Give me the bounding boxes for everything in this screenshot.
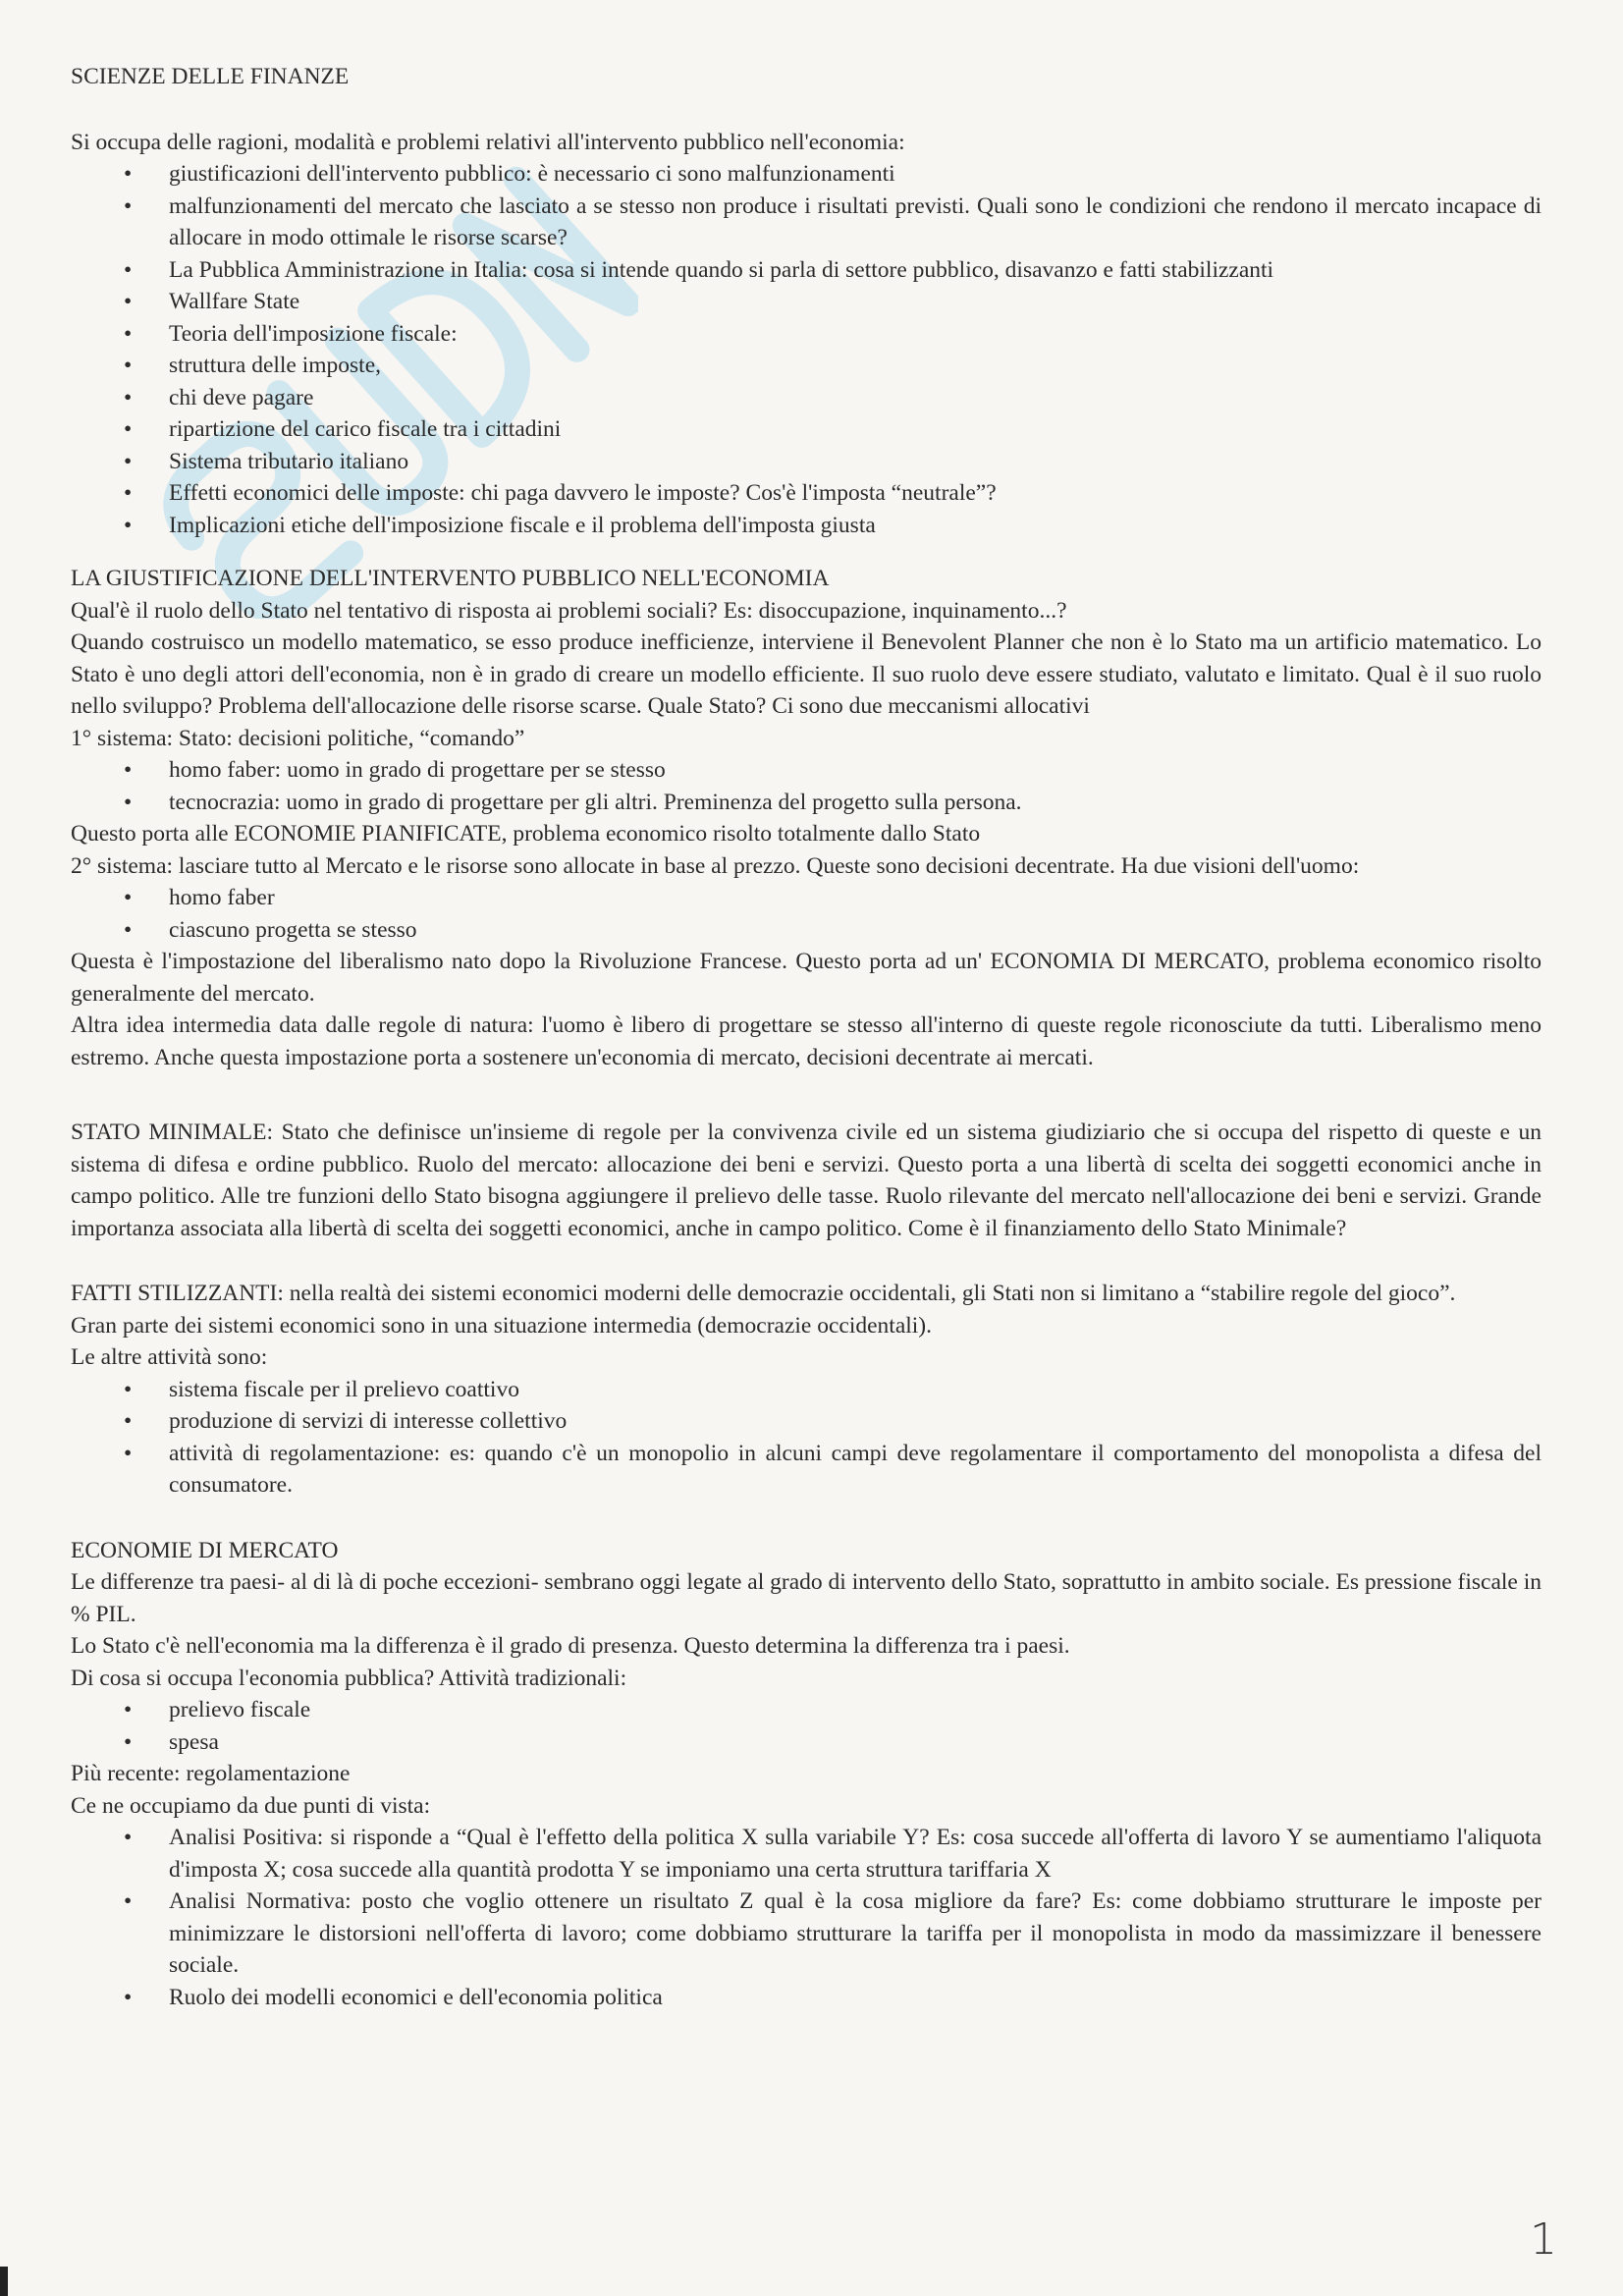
document-body	[71, 61, 1542, 2013]
list-item: • homo faber: uomo in grado di progettare per se stesso	[169, 754, 1542, 787]
list-item: • Sistema tributario italiano	[169, 446, 1542, 478]
list-item: • chi deve pagare	[169, 382, 1542, 414]
paragraph: Altra idea intermedia data dalle regole di natura: l'uomo è libero di progettare se stesso all'interno di queste regole riconosciute da tutti. Liberalismo meno estremo. Anche questa impostazione porta a sostenere un'economia di mercato, decisioni decentrate ai mercati.	[71, 1012, 1542, 1070]
paragraph-stato-minimale: STATO MINIMALE: Stato che definisce un'insieme di regole per la convivenza civile ed un sistema giudiziario che si occupa del rispetto di queste e un sistema di difesa e ordine pubblico. Ruolo del mercato: allocazione dei beni e servizi. Questo porta a una libertà di scelta dei soggetti economici anche in campo politico. Alle tre funzioni dello Stato bisogna aggiungere il prelievo delle tasse. Ruolo rilevante del mercato nell'allocazione dei beni e servizi. Grande importanza associata alla libertà di scelta dei soggetti economici, anche in campo politico. Come è il finanziamento dello Stato Minimale?	[71, 1120, 1542, 1241]
list-item: • spesa	[169, 1726, 1542, 1759]
paragraph: Qual'è il ruolo dello Stato nel tentativo di risposta ai problemi sociali? Es: disoccupazione, inquinamento...?	[71, 597, 1067, 624]
list-item: • struttura delle imposte,	[169, 350, 1542, 382]
list-item: • Teoria dell'imposizione fiscale:	[169, 318, 1542, 351]
list-item: • produzione di servizi di interesse collettivo	[169, 1405, 1542, 1438]
list-item: • ripartizione del carico fiscale tra i cittadini	[169, 413, 1542, 446]
paragraph: Lo Stato c'è nell'economia ma la differenza è il grado di presenza. Questo determina la differenza tra i paesi.	[71, 1633, 1070, 1659]
section-heading-giustificazione: LA GIUSTIFICAZIONE DELL'INTERVENTO PUBBLICO NELL'ECONOMIA	[71, 566, 830, 591]
list-item: • homo faber	[169, 882, 1542, 914]
list-item: • Analisi Positiva: si risponde a “Qual è l'effetto della politica X sulla variabile Y? Es: cosa succede all'offerta di lavoro Y se aumentiamo l'aliquota d'imposta X; cosa succede alla quantità prodotta Y se imponiamo una certa struttura tariffaria X	[169, 1822, 1542, 1886]
bullet-list	[71, 1374, 1542, 1502]
paragraph: Questa è l'impostazione del liberalismo nato dopo la Rivoluzione Francese. Questo porta ad un' ECONOMIA DI MERCATO, problema economico risolto generalmente del mercato.	[71, 949, 1542, 1007]
bullet-list	[71, 1694, 1542, 1758]
bullet-list	[71, 754, 1542, 818]
section-heading-economie-di-mercato: ECONOMIE DI MERCATO	[71, 1537, 339, 1563]
list-item: • sistema fiscale per il prelievo coattivo	[169, 1374, 1542, 1406]
paragraph: Quando costruisco un modello matematico, se esso produce inefficienze, interviene il Benevolent Planner che non è lo Stato ma un artificio matematico. Lo Stato è uno degli attori dell'economia, non è in grado di creare un modello efficiente. Il suo ruolo deve essere studiato, valutato e limitato. Qual è il suo ruolo nello sviluppo? Problema dell'allocazione delle risorse scarse. Quale Stato? Ci sono due meccanismi allocativi	[71, 629, 1542, 719]
bullet-list	[71, 1822, 1542, 2013]
list-item: • La Pubblica Amministrazione in Italia: cosa si intende quando si parla di settore pubblico, disavanzo e fatti stabilizzanti	[169, 254, 1542, 287]
list-item: • attività di regolamentazione: es: quando c'è un monopolio in alcuni campi deve regolamentare il comportamento del monopolista a difesa del consumatore.	[169, 1438, 1542, 1502]
paragraph: Le differenze tra paesi- al di là di poche eccezioni- sembrano oggi legate al grado di intervento dello Stato, soprattutto in ambito sociale. Es pressione fiscale in % PIL.	[71, 1569, 1542, 1627]
paragraph: 1° sistema: Stato: decisioni politiche, “comando”	[71, 725, 525, 751]
list-item: • tecnocrazia: uomo in grado di progettare per gli altri. Preminenza del progetto sulla persona.	[169, 787, 1542, 819]
paragraph: 2° sistema: lasciare tutto al Mercato e le risorse sono allocate in base al prezzo. Queste sono decisioni decentrate. Ha due visioni dell'uomo:	[71, 852, 1360, 879]
list-item: • Analisi Normativa: posto che voglio ottenere un risultato Z qual è la cosa migliore da fare? Es: come dobbiamo strutturare le imposte per minimizzare le distorsioni nell'offerta di lavoro; come dobbiamo strutturare la tariffa per il monopolista in modo da massimizzare il benessere sociale.	[169, 1886, 1542, 1982]
list-item: • Wallfare State	[169, 286, 1542, 318]
intro-paragraph: Si occupa delle ragioni, modalità e problemi relativi all'intervento pubblico nell'economia:	[71, 129, 905, 155]
paragraph: Di cosa si occupa l'economia pubblica? Attività tradizionali:	[71, 1665, 627, 1691]
list-item: • Effetti economici delle imposte: chi paga davvero le imposte? Cos'è l'imposta “neutrale”?	[169, 477, 1542, 510]
paragraph-fatti-stilizzanti: FATTI STILIZZANTI: nella realtà dei sistemi economici moderni delle democrazie occidentali, gli Stati non si limitano a “stabilire regole del gioco”.	[71, 1281, 1456, 1306]
list-item: • malfunzionamenti del mercato che lasciato a se stesso non produce i risultati previsti. Quali sono le condizioni che rendono il mercato incapace di allocare in modo ottimale le risorse scarse?	[169, 191, 1542, 254]
list-item: • Ruolo dei modelli economici e dell'economia politica	[169, 1982, 1542, 2014]
paragraph: Ce ne occupiamo da due punti di vista:	[71, 1792, 431, 1819]
list-item: • giustificazioni dell'intervento pubblico: è necessario ci sono malfunzionamenti	[169, 158, 1542, 191]
paragraph: Gran parte dei sistemi economici sono in una situazione intermedia (democrazie occidentali).	[71, 1312, 933, 1339]
list-item: • prelievo fiscale	[169, 1694, 1542, 1726]
list-item: • ciascuno progetta se stesso	[169, 914, 1542, 947]
scan-edge-mark	[0, 2267, 8, 2296]
paragraph: Più recente: regolamentazione	[71, 1761, 351, 1786]
intro-bullet-list	[71, 158, 1542, 541]
list-item: • Implicazioni etiche dell'imposizione fiscale e il problema dell'imposta giusta	[169, 510, 1542, 542]
paragraph: Questo porta alle ECONOMIE PIANIFICATE, problema economico risolto totalmente dallo Stato	[71, 821, 981, 847]
document-title: SCIENZE DELLE FINANZE	[71, 64, 350, 89]
paragraph: Le altre attività sono:	[71, 1344, 268, 1370]
bullet-list	[71, 882, 1542, 946]
page-number: 1	[1530, 2214, 1557, 2265]
